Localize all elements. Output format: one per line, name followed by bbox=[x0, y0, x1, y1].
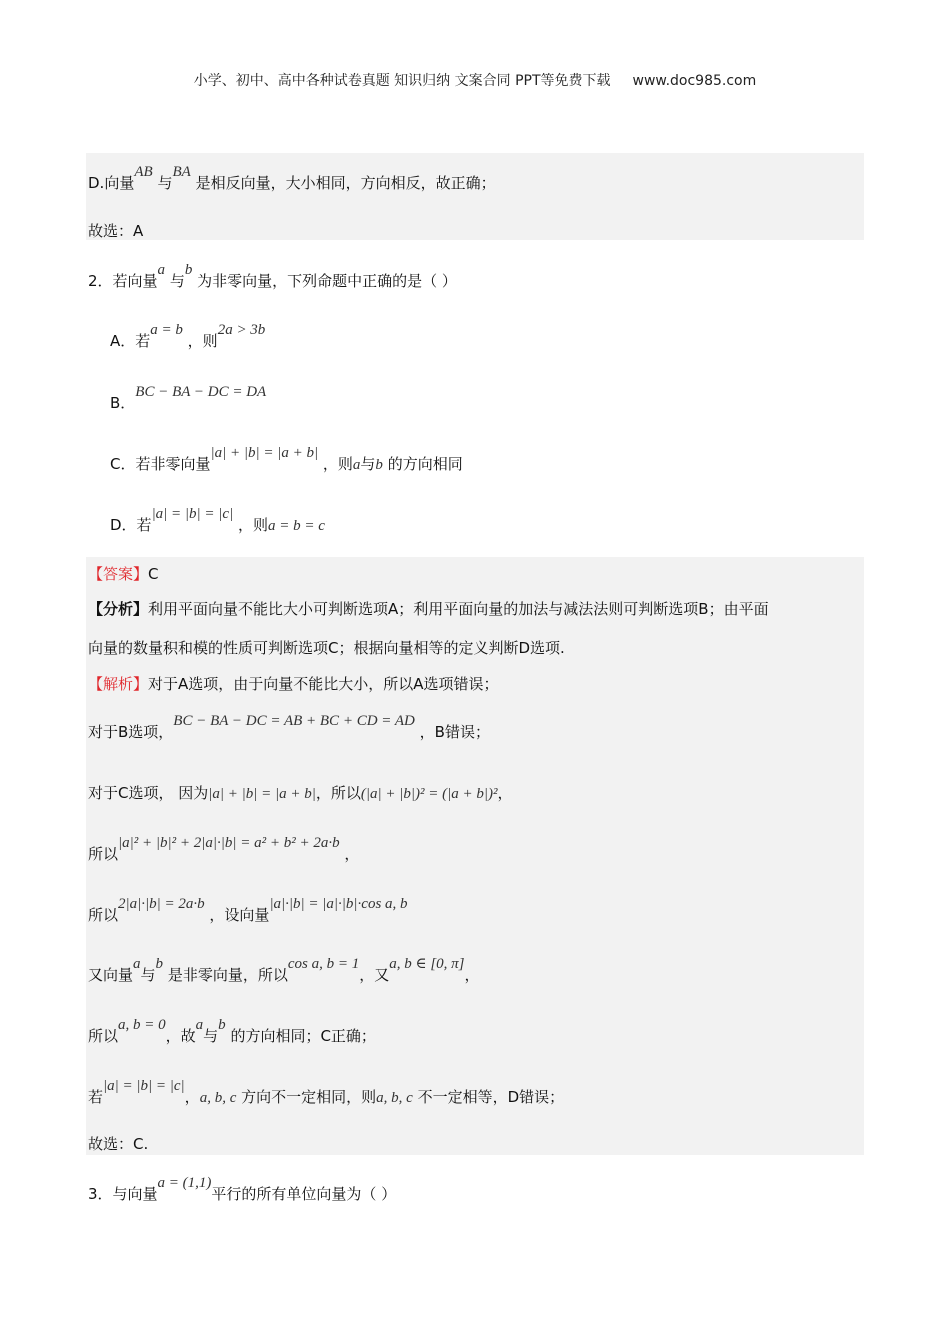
option-d[interactable]: D．若|a| = |b| = |c| ，则a = b = c bbox=[110, 506, 325, 534]
explain-line-c5: 所以a, b = 0，故a与b 的方向相同；C正确； bbox=[88, 1017, 376, 1045]
explain-line-d: 若|a| = |b| = |c|，a, b, c 方向不一定相同，则a, b, c 不一定相等，D错误； bbox=[88, 1078, 565, 1106]
option-b[interactable]: B．BC − BA − DC = DA bbox=[110, 384, 267, 412]
math-ab: AB bbox=[134, 164, 153, 180]
question-2-stem: 2．若向量a 与b 为非零向量，下列命题中正确的是（ ） bbox=[88, 262, 457, 290]
answer-tag: 【答案】 bbox=[88, 565, 149, 583]
header-url[interactable]: www.doc985.com bbox=[632, 73, 757, 89]
math-ba: BA bbox=[172, 164, 191, 180]
solution-choose-line: 故选：C. bbox=[88, 1135, 149, 1153]
explain-line-c3: 所以2|a|·|b| = 2a·b ，设向量|a|·|b| = |a|·|b|·cos a, b bbox=[88, 896, 408, 924]
page-header bbox=[0, 70, 950, 90]
explain-line-c2: 所以|a|² + |b|² + 2|a|·|b| = a² + b² + 2a·b ， bbox=[88, 835, 360, 863]
previous-solution-block bbox=[86, 153, 864, 240]
answer-line bbox=[88, 563, 159, 584]
answer-value: C bbox=[148, 565, 159, 583]
option-a[interactable]: A．若a = b ，则2a > 3b bbox=[110, 322, 266, 350]
explain-tag: 【解析】 bbox=[88, 675, 149, 693]
explain-line-b: 对于B选项，BC − BA − DC = AB + BC + CD = AD ，B错误； bbox=[88, 713, 490, 741]
explain-line-c1: 对于C选项， 因为|a| + |b| = |a + b|，所以(|a| + |b|)² = (|a + b|)²， bbox=[88, 784, 513, 802]
option-c[interactable]: C．若非零向量|a| + |b| = |a + b| ，则a与b 的方向相同 bbox=[110, 445, 463, 473]
prev-choose-line: 故选：A bbox=[88, 222, 144, 240]
question-3-stem: 3．与向量a = (1,1)平行的所有单位向量为（ ） bbox=[88, 1175, 397, 1203]
explain-line-1: 【解析】对于A选项，由于向量不能比大小，所以A选项错误； bbox=[88, 675, 499, 693]
analysis-line-1: 【分析】利用平面向量不能比大小可判断选项A；利用平面向量的加法与减法法则可判断选项B；由平面 bbox=[88, 600, 769, 618]
analysis-tag: 【分析】 bbox=[88, 600, 149, 618]
explain-line-c4: 又向量a与b 是非零向量，所以cos a, b = 1，又a, b ∈ [0, π]， bbox=[88, 956, 480, 984]
analysis-line-2: 向量的数量积和模的性质可判断选项C；根据向量相等的定义判断D选项. bbox=[88, 639, 565, 657]
header-text: 小学、初中、高中各种试卷真题 知识归纳 文案合同 PPT等免费下载 bbox=[193, 73, 611, 89]
prev-option-d-line: D.向量AB 与BA 是相反向量，大小相同，方向相反，故正确； bbox=[88, 164, 496, 192]
